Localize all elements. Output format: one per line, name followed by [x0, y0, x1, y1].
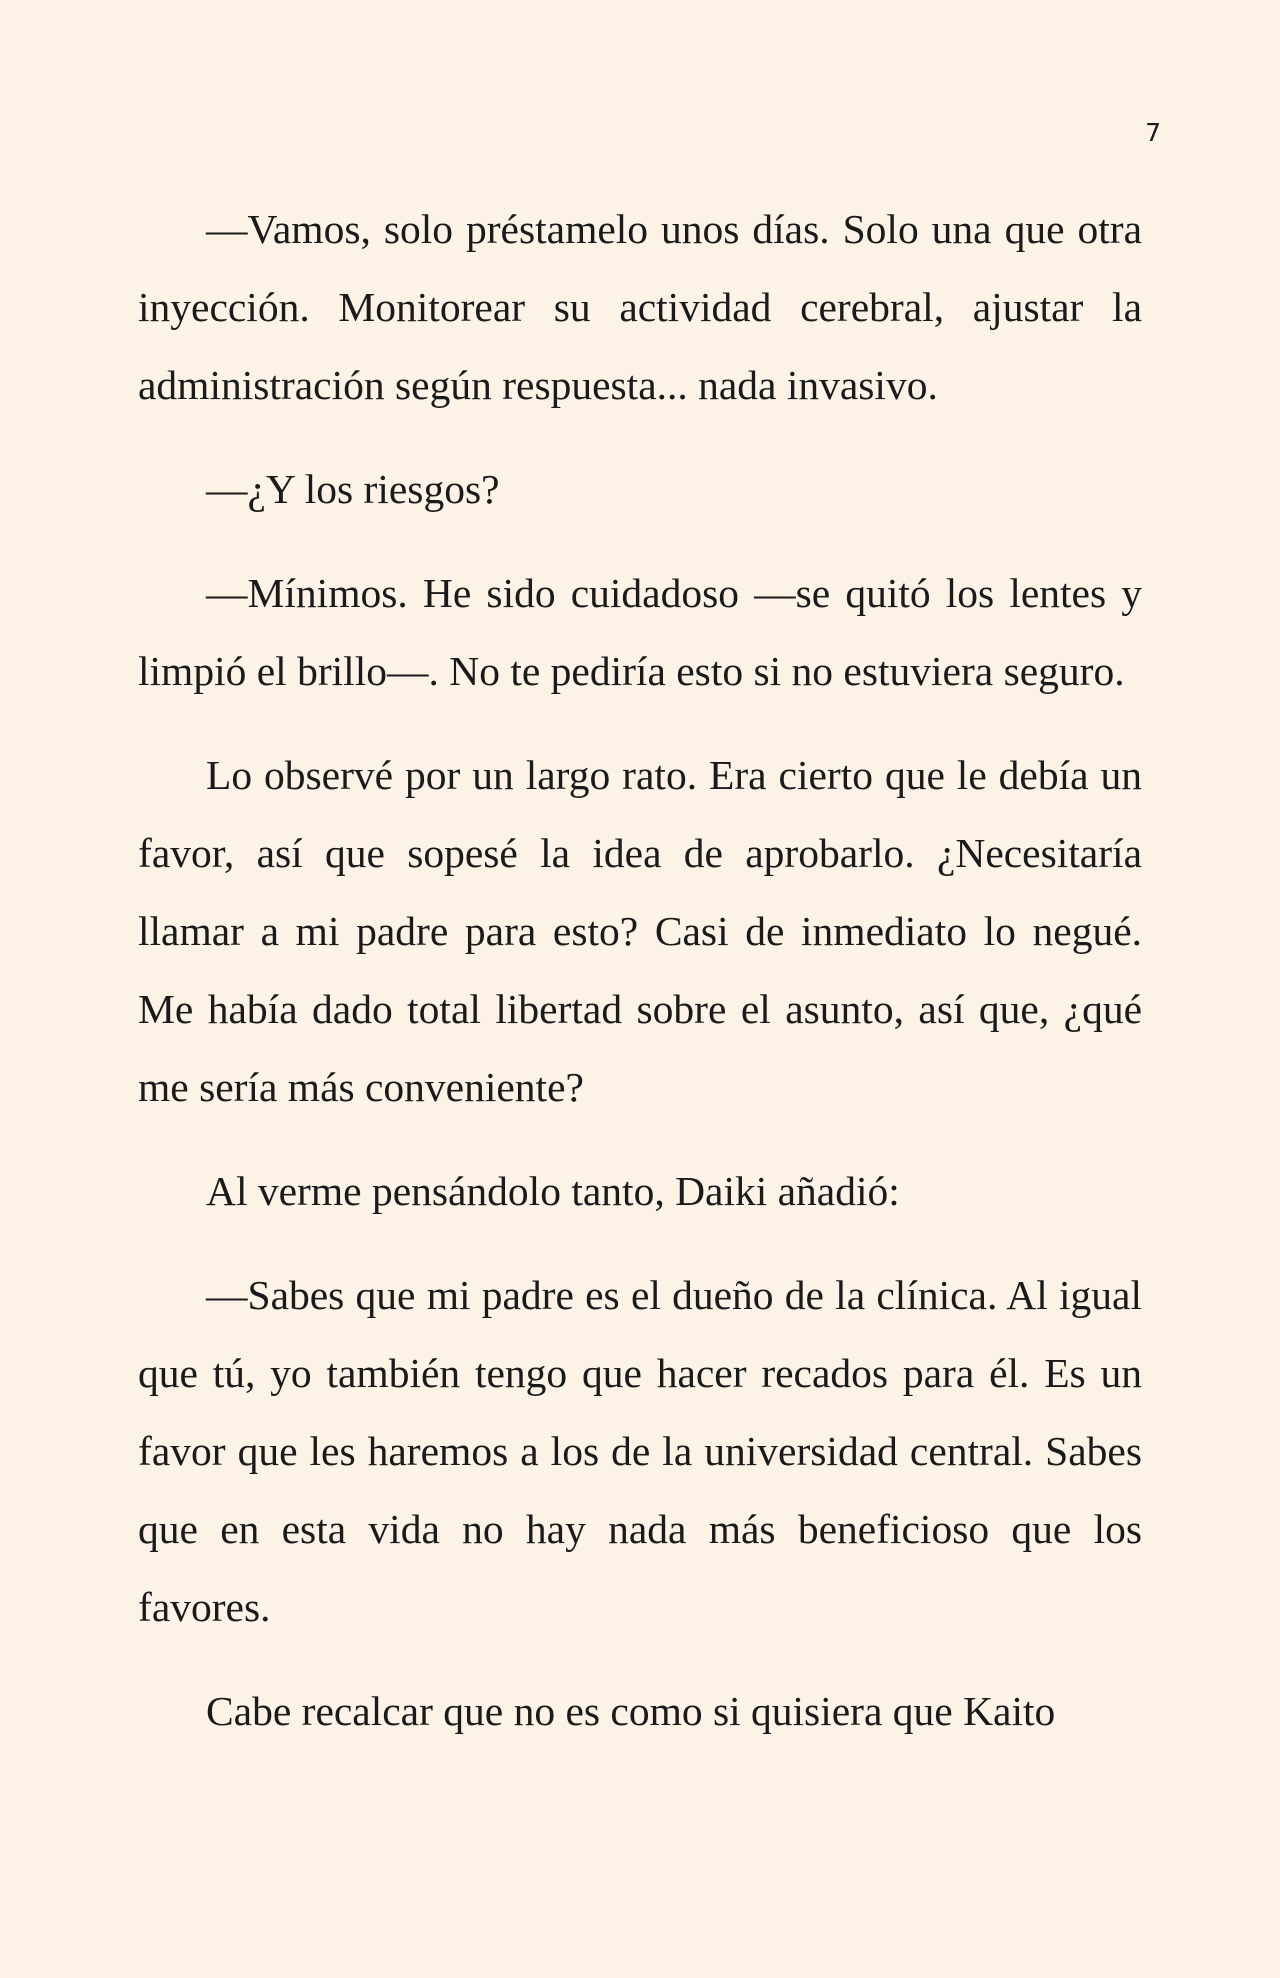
paragraph-4: Lo observé por un largo rato. Era cierto que le debía un favor, así que sopesé la idea de aprobarlo. ¿Necesitaría llamar a mi padre para esto? Casi de inmediato lo negué. Me había dado total libertad sobre el asunto, así que, ¿qué me sería más conveniente? [138, 752, 1142, 1110]
paragraph-7: Cabe recalcar que no es como si quisiera que Kaito [206, 1688, 1056, 1734]
paragraph-6: —Sabes que mi padre es el dueño de la clínica. Al igual que tú, yo también tengo que hacer recados para él. Es un favor que les haremos a los de la universidad central. Sabes que en esta vida no hay nada más beneficioso que los favores. [138, 1272, 1142, 1630]
body-text [138, 190, 1142, 1776]
paragraph-2: —¿Y los riesgos? [206, 466, 500, 512]
paragraph-5: Al verme pensándolo tanto, Daiki añadió: [206, 1168, 900, 1214]
page-number: 7 [1145, 118, 1161, 147]
paragraph-1: —Vamos, solo préstamelo unos días. Solo una que otra inyección. Monitorear su actividad cerebral, ajustar la administración según respuesta... nada invasivo. [138, 206, 1142, 408]
paragraph-3: —Mínimos. He sido cuidadoso —se quitó los lentes y limpió el brillo—. No te pediría esto si no estuviera seguro. [138, 570, 1142, 694]
